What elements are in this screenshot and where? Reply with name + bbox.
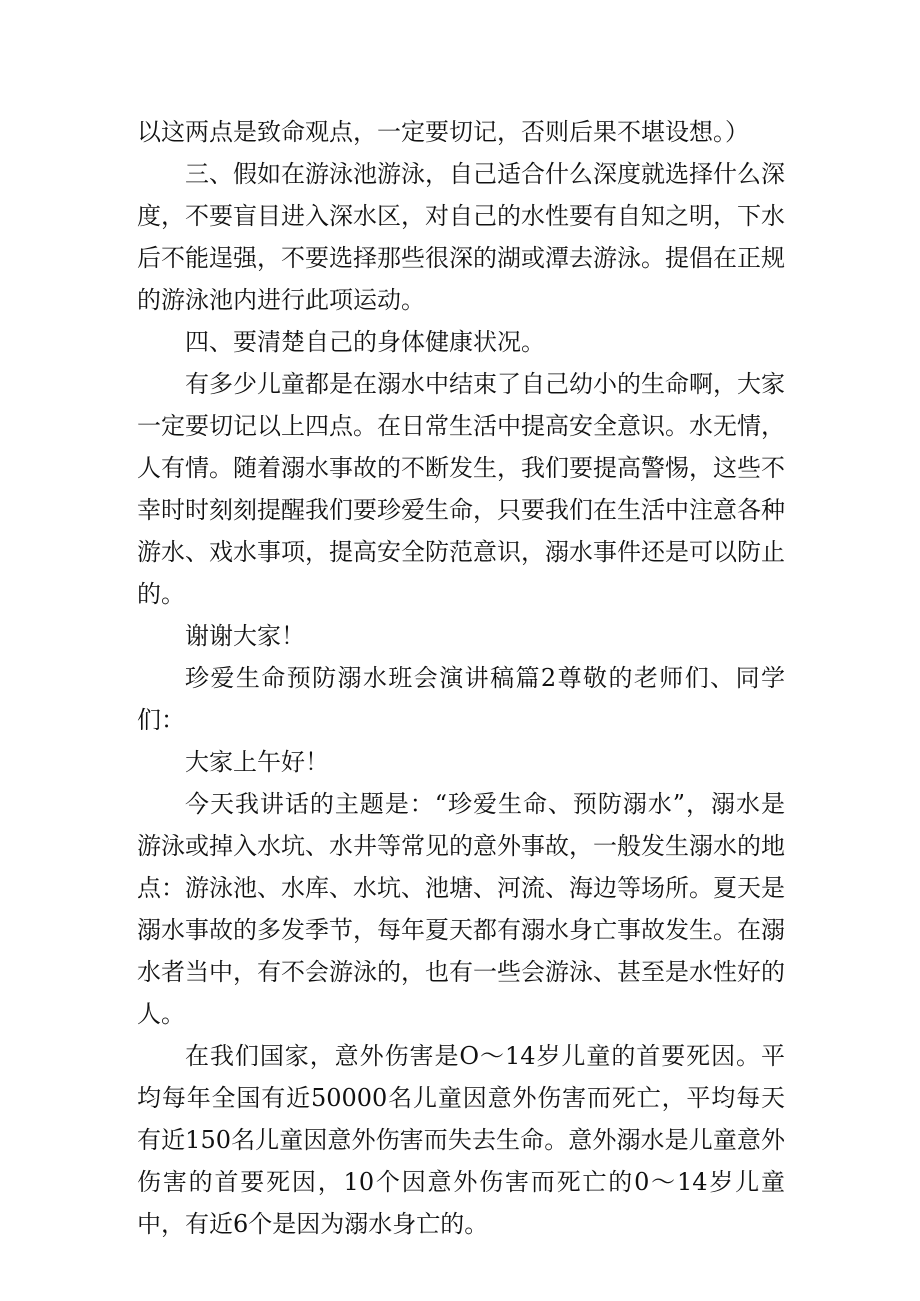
paragraph-speech-two-heading: 珍爱生命预防溺水班会演讲稿篇2尊敬的老师们、同学们：	[137, 664, 785, 734]
paragraph-continuation: 以这两点是致命观点，一定要切记，否则后果不堪设想。）	[137, 118, 749, 146]
paragraph-point-four: 四、要清楚自己的身体健康状况。	[185, 328, 545, 356]
paragraph-greeting: 大家上午好！	[185, 748, 329, 776]
paragraph-summary: 有多少儿童都是在溺水中结束了自己幼小的生命啊，大家一定要切记以上四点。在日常生活中提高安全意识。水无情，人有情。随着溺水事故的不断发生，我们要提高警惕，这些不幸时时刻刻提醒我们要珍爱生命，只要我们在生活中注意各种游水、戏水事项，提高安全防范意识，溺水事件还是可以防止的。	[137, 370, 785, 608]
document-body	[137, 111, 785, 1245]
paragraph-statistics: 在我们国家，意外伤害是O～14岁儿童的首要死因。平均每年全国有近50000名儿童因意外伤害而死亡，平均每天有近150名儿童因意外伤害而失去生命。意外溺水是儿童意外伤害的首要死因，10个因意外伤害而死亡的0～14岁儿童中，有近6个是因为溺水身亡的。	[137, 1042, 785, 1238]
paragraph-thanks: 谢谢大家！	[185, 622, 305, 650]
paragraph-point-three: 三、假如在游泳池游泳，自己适合什么深度就选择什么深度，不要盲目进入深水区，对自己的水性要有自知之明，下水后不能逞强，不要选择那些很深的湖或潭去游泳。提倡在正规的游泳池内进行此项运动。	[137, 160, 785, 314]
paragraph-topic: 今天我讲话的主题是：“珍爱生命、预防溺水”，溺水是游泳或掉入水坑、水井等常见的意外事故，一般发生溺水的地点：游泳池、水库、水坑、池塘、河流、海边等场所。夏天是溺水事故的多发季节，每年夏天都有溺水身亡事故发生。在溺水者当中，有不会游泳的，也有一些会游泳、甚至是水性好的人。	[137, 790, 785, 1028]
